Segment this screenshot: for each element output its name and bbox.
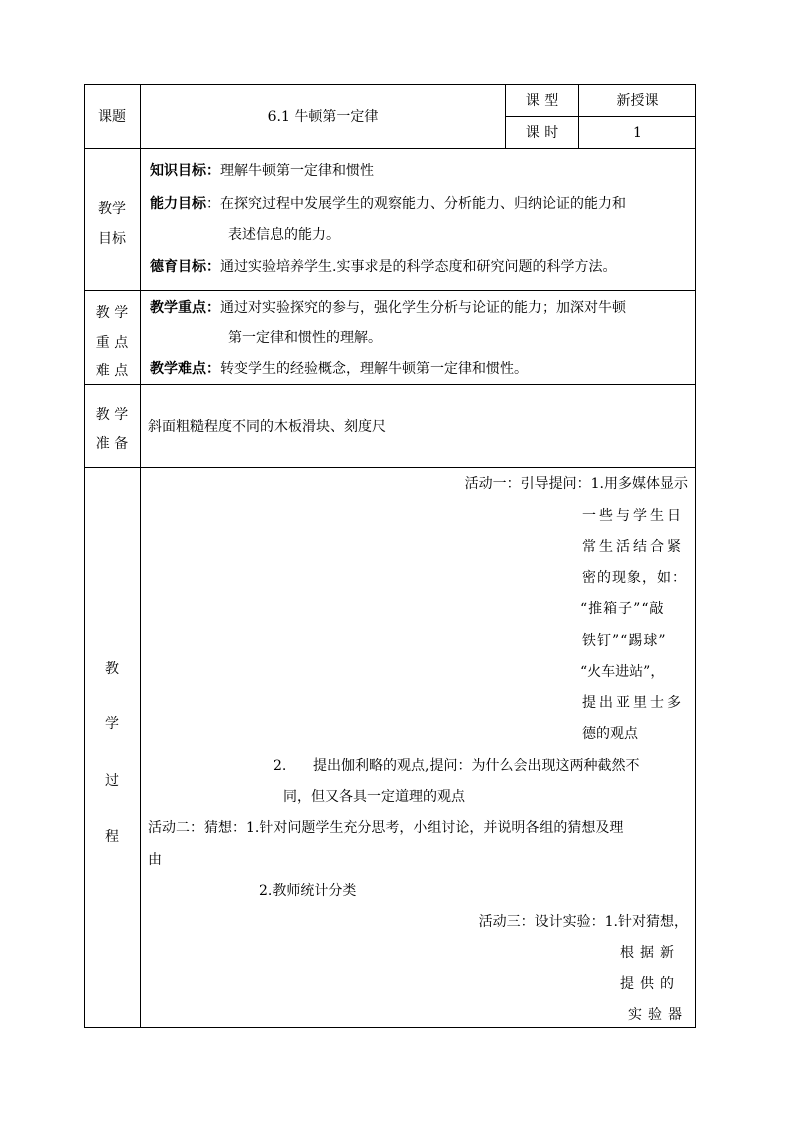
process-line-18: 实验器 [628, 1007, 688, 1023]
process-line-4: 密的现象，如： [582, 570, 687, 586]
hours-label: 课 时 [525, 125, 559, 141]
prep-label-1: 教 学 [95, 407, 129, 423]
moral-title: 德育目标： [150, 259, 220, 275]
objectives-label-2: 目标 [98, 231, 126, 247]
process-label-3: 过 [105, 773, 119, 789]
ability-text-1: ：在探究过程中发展学生的观察能力、分析能力、归纳论证的能力和 [206, 196, 626, 212]
ability-title: 能力目标 [150, 196, 206, 212]
process-label-1: 教 [105, 661, 119, 677]
keypoints-label-1: 教 学 [95, 305, 129, 321]
row-divider-2 [84, 290, 696, 291]
process-line-11: 同，但又各具一定道理的观点 [283, 789, 465, 805]
ability-text-2: 表述信息的能力。 [228, 227, 340, 243]
keypoints-label-2: 重 点 [95, 335, 129, 351]
row-divider-1 [84, 148, 696, 149]
process-line-7: “火车进站”， [580, 664, 665, 680]
process-line-17: 提供的 [620, 976, 680, 992]
key-point [150, 298, 626, 318]
key-text-1: 通过对实验探究的参与，强化学生分析与论证的能力；加深对牛顿 [220, 300, 626, 316]
process-line-16: 根据新 [620, 945, 680, 961]
header-divider [505, 116, 696, 117]
objectives-label-1: 教学 [98, 201, 126, 217]
difficulty-title: 教学难点： [150, 361, 220, 377]
keypoints-label-3: 难 点 [95, 363, 129, 379]
process-line-10: 2. 提出伽利略的观点,提问：为什么会出现这两种截然不 [273, 758, 640, 774]
hours-value: 1 [633, 125, 642, 141]
difficulty-point [150, 359, 528, 379]
knowledge-objective [150, 161, 374, 181]
topic-label: 课题 [98, 109, 126, 125]
key-title: 教学重点： [150, 300, 220, 316]
difficulty-text: 转变学生的经验概念，理解牛顿第一定律和惯性。 [220, 361, 528, 377]
process-line-1: 活动一：引导提问：1.用多媒体显示 [464, 476, 688, 492]
process-line-13: 由 [148, 852, 162, 868]
knowledge-title: 知识目标： [150, 163, 220, 179]
prep-label-2: 准 备 [95, 436, 129, 452]
process-label-4: 程 [105, 829, 119, 845]
process-line-15: 活动三：设计实验：1.针对猜想， [478, 914, 688, 930]
process-line-6: 铁钉”“踢球” [582, 633, 667, 649]
process-line-2: 一些与学生日 [582, 508, 684, 524]
key-text-2: 第一定律和惯性的理解。 [228, 330, 382, 346]
process-line-12: 活动二：猜想：1.针对问题学生充分思考，小组讨论，并说明各组的猜想及理 [148, 820, 624, 836]
label-column-divider [140, 84, 141, 1028]
moral-text: 通过实验培养学生.实事求是的科学态度和研究问题的科学方法。 [220, 259, 617, 275]
type-value: 新授课 [616, 93, 659, 109]
process-line-14: 2.教师统计分类 [259, 883, 357, 899]
process-line-3: 常生活结合紧 [582, 539, 684, 555]
process-line-8: 提出亚里士多 [582, 695, 684, 711]
knowledge-text: 理解牛顿第一定律和惯性 [220, 163, 374, 179]
process-line-9: 德的观点 [582, 726, 638, 742]
row-divider-3 [84, 384, 696, 385]
ability-objective [150, 194, 626, 214]
moral-objective [150, 257, 616, 277]
row-divider-4 [84, 467, 696, 468]
prep-text: 斜面粗糙程度不同的木板滑块、刻度尺 [148, 419, 386, 435]
type-label: 课 型 [525, 93, 559, 109]
topic-value: 6.1 牛顿第一定律 [267, 109, 379, 125]
process-line-5: “推箱子”“敲 [580, 601, 665, 617]
process-label-2: 学 [105, 716, 119, 732]
